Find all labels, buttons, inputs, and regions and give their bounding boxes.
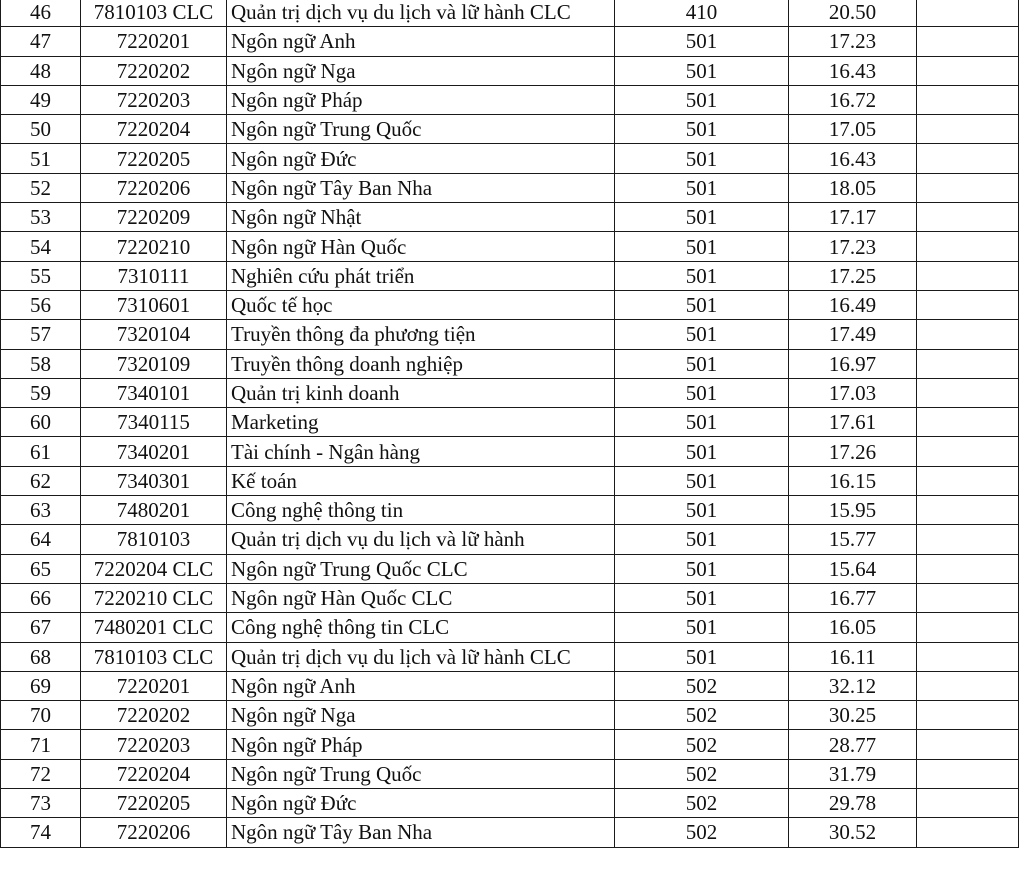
score-cell: 29.78 bbox=[789, 789, 917, 818]
major-name-cell: Quản trị dịch vụ du lịch và lữ hành bbox=[227, 525, 615, 554]
row-number-cell: 74 bbox=[1, 818, 81, 847]
major-code-cell: 7320109 bbox=[81, 349, 227, 378]
row-number-cell: 66 bbox=[1, 583, 81, 612]
score-cell: 16.43 bbox=[789, 144, 917, 173]
major-code-cell: 7220203 bbox=[81, 85, 227, 114]
major-name-cell: Ngôn ngữ Đức bbox=[227, 789, 615, 818]
note-cell bbox=[917, 642, 1019, 671]
table-row bbox=[1, 85, 1019, 114]
major-code-cell: 7220204 CLC bbox=[81, 554, 227, 583]
major-name-cell: Ngôn ngữ Anh bbox=[227, 671, 615, 700]
score-cell: 16.77 bbox=[789, 583, 917, 612]
row-number-cell: 49 bbox=[1, 85, 81, 114]
major-code-cell: 7220203 bbox=[81, 730, 227, 759]
score-cell: 16.72 bbox=[789, 85, 917, 114]
exam-block-cell: 501 bbox=[615, 261, 789, 290]
note-cell bbox=[917, 349, 1019, 378]
note-cell bbox=[917, 232, 1019, 261]
row-number-cell: 64 bbox=[1, 525, 81, 554]
exam-block-cell: 502 bbox=[615, 818, 789, 847]
major-code-cell: 7220210 CLC bbox=[81, 583, 227, 612]
score-cell: 15.95 bbox=[789, 496, 917, 525]
score-cell: 30.25 bbox=[789, 701, 917, 730]
table-row bbox=[1, 613, 1019, 642]
score-cell: 17.23 bbox=[789, 27, 917, 56]
exam-block-cell: 501 bbox=[615, 466, 789, 495]
major-name-cell: Ngôn ngữ Pháp bbox=[227, 730, 615, 759]
note-cell bbox=[917, 466, 1019, 495]
note-cell bbox=[917, 554, 1019, 583]
major-name-cell: Ngôn ngữ Nhật bbox=[227, 203, 615, 232]
major-name-cell: Ngôn ngữ Hàn Quốc CLC bbox=[227, 583, 615, 612]
score-cell: 17.25 bbox=[789, 261, 917, 290]
row-number-cell: 56 bbox=[1, 290, 81, 319]
note-cell bbox=[917, 290, 1019, 319]
score-cell: 17.49 bbox=[789, 320, 917, 349]
row-number-cell: 73 bbox=[1, 789, 81, 818]
note-cell bbox=[917, 320, 1019, 349]
major-name-cell: Ngôn ngữ Nga bbox=[227, 701, 615, 730]
row-number-cell: 71 bbox=[1, 730, 81, 759]
row-number-cell: 62 bbox=[1, 466, 81, 495]
exam-block-cell: 501 bbox=[615, 320, 789, 349]
score-cell: 16.05 bbox=[789, 613, 917, 642]
row-number-cell: 68 bbox=[1, 642, 81, 671]
major-code-cell: 7220206 bbox=[81, 818, 227, 847]
table-row bbox=[1, 115, 1019, 144]
row-number-cell: 58 bbox=[1, 349, 81, 378]
major-code-cell: 7340115 bbox=[81, 408, 227, 437]
exam-block-cell: 501 bbox=[615, 408, 789, 437]
major-code-cell: 7810103 CLC bbox=[81, 642, 227, 671]
major-name-cell: Truyền thông doanh nghiệp bbox=[227, 349, 615, 378]
score-cell: 17.17 bbox=[789, 203, 917, 232]
major-name-cell: Ngôn ngữ Nga bbox=[227, 56, 615, 85]
row-number-cell: 55 bbox=[1, 261, 81, 290]
major-code-cell: 7480201 CLC bbox=[81, 613, 227, 642]
score-cell: 18.05 bbox=[789, 173, 917, 202]
table-row bbox=[1, 378, 1019, 407]
major-code-cell: 7220202 bbox=[81, 701, 227, 730]
row-number-cell: 51 bbox=[1, 144, 81, 173]
major-name-cell: Ngôn ngữ Anh bbox=[227, 27, 615, 56]
major-code-cell: 7220204 bbox=[81, 759, 227, 788]
note-cell bbox=[917, 789, 1019, 818]
table-row bbox=[1, 701, 1019, 730]
score-cell: 16.43 bbox=[789, 56, 917, 85]
major-name-cell: Ngôn ngữ Đức bbox=[227, 144, 615, 173]
table-row bbox=[1, 642, 1019, 671]
score-cell: 28.77 bbox=[789, 730, 917, 759]
note-cell bbox=[917, 115, 1019, 144]
major-name-cell: Ngôn ngữ Trung Quốc bbox=[227, 115, 615, 144]
note-cell bbox=[917, 496, 1019, 525]
score-cell: 17.61 bbox=[789, 408, 917, 437]
exam-block-cell: 502 bbox=[615, 671, 789, 700]
exam-block-cell: 501 bbox=[615, 496, 789, 525]
score-cell: 16.11 bbox=[789, 642, 917, 671]
table-row bbox=[1, 789, 1019, 818]
major-code-cell: 7320104 bbox=[81, 320, 227, 349]
major-name-cell: Ngôn ngữ Trung Quốc bbox=[227, 759, 615, 788]
major-code-cell: 7220204 bbox=[81, 115, 227, 144]
major-name-cell: Ngôn ngữ Trung Quốc CLC bbox=[227, 554, 615, 583]
table-row bbox=[1, 759, 1019, 788]
major-code-cell: 7480201 bbox=[81, 496, 227, 525]
score-cell: 32.12 bbox=[789, 671, 917, 700]
note-cell bbox=[917, 701, 1019, 730]
exam-block-cell: 501 bbox=[615, 27, 789, 56]
table-row bbox=[1, 232, 1019, 261]
note-cell bbox=[917, 144, 1019, 173]
major-name-cell: Truyền thông đa phương tiện bbox=[227, 320, 615, 349]
table-row bbox=[1, 203, 1019, 232]
table-row bbox=[1, 525, 1019, 554]
score-cell: 17.23 bbox=[789, 232, 917, 261]
row-number-cell: 50 bbox=[1, 115, 81, 144]
exam-block-cell: 502 bbox=[615, 701, 789, 730]
major-name-cell: Ngôn ngữ Pháp bbox=[227, 85, 615, 114]
note-cell bbox=[917, 759, 1019, 788]
table-body bbox=[1, 0, 1019, 847]
exam-block-cell: 501 bbox=[615, 583, 789, 612]
exam-block-cell: 501 bbox=[615, 642, 789, 671]
major-code-cell: 7310111 bbox=[81, 261, 227, 290]
major-code-cell: 7220210 bbox=[81, 232, 227, 261]
exam-block-cell: 501 bbox=[615, 144, 789, 173]
table-row bbox=[1, 173, 1019, 202]
table-row bbox=[1, 56, 1019, 85]
note-cell bbox=[917, 173, 1019, 202]
row-number-cell: 63 bbox=[1, 496, 81, 525]
exam-block-cell: 501 bbox=[615, 378, 789, 407]
major-code-cell: 7220205 bbox=[81, 789, 227, 818]
exam-block-cell: 501 bbox=[615, 203, 789, 232]
major-name-cell: Quản trị dịch vụ du lịch và lữ hành CLC bbox=[227, 0, 615, 27]
score-cell: 31.79 bbox=[789, 759, 917, 788]
row-number-cell: 59 bbox=[1, 378, 81, 407]
major-name-cell: Ngôn ngữ Tây Ban Nha bbox=[227, 173, 615, 202]
major-code-cell: 7810103 CLC bbox=[81, 0, 227, 27]
table-row bbox=[1, 144, 1019, 173]
major-code-cell: 7810103 bbox=[81, 525, 227, 554]
note-cell bbox=[917, 613, 1019, 642]
note-cell bbox=[917, 437, 1019, 466]
major-name-cell: Công nghệ thông tin CLC bbox=[227, 613, 615, 642]
exam-block-cell: 502 bbox=[615, 730, 789, 759]
note-cell bbox=[917, 85, 1019, 114]
note-cell bbox=[917, 671, 1019, 700]
exam-block-cell: 501 bbox=[615, 613, 789, 642]
table-row bbox=[1, 437, 1019, 466]
major-name-cell: Ngôn ngữ Tây Ban Nha bbox=[227, 818, 615, 847]
score-cell: 16.15 bbox=[789, 466, 917, 495]
score-cell: 15.77 bbox=[789, 525, 917, 554]
table-row bbox=[1, 554, 1019, 583]
note-cell bbox=[917, 261, 1019, 290]
table-row bbox=[1, 496, 1019, 525]
note-cell bbox=[917, 730, 1019, 759]
major-code-cell: 7340201 bbox=[81, 437, 227, 466]
note-cell bbox=[917, 408, 1019, 437]
table-row bbox=[1, 466, 1019, 495]
exam-block-cell: 501 bbox=[615, 85, 789, 114]
table-row bbox=[1, 27, 1019, 56]
note-cell bbox=[917, 203, 1019, 232]
major-name-cell: Quản trị dịch vụ du lịch và lữ hành CLC bbox=[227, 642, 615, 671]
major-name-cell: Công nghệ thông tin bbox=[227, 496, 615, 525]
note-cell bbox=[917, 0, 1019, 27]
major-code-cell: 7340301 bbox=[81, 466, 227, 495]
row-number-cell: 46 bbox=[1, 0, 81, 27]
note-cell bbox=[917, 56, 1019, 85]
major-name-cell: Tài chính - Ngân hàng bbox=[227, 437, 615, 466]
table-row bbox=[1, 730, 1019, 759]
table-row bbox=[1, 408, 1019, 437]
table-row bbox=[1, 583, 1019, 612]
table-row bbox=[1, 290, 1019, 319]
row-number-cell: 57 bbox=[1, 320, 81, 349]
row-number-cell: 70 bbox=[1, 701, 81, 730]
row-number-cell: 61 bbox=[1, 437, 81, 466]
major-name-cell: Nghiên cứu phát triển bbox=[227, 261, 615, 290]
major-code-cell: 7220202 bbox=[81, 56, 227, 85]
major-code-cell: 7220206 bbox=[81, 173, 227, 202]
table-row bbox=[1, 0, 1019, 27]
major-code-cell: 7310601 bbox=[81, 290, 227, 319]
exam-block-cell: 501 bbox=[615, 173, 789, 202]
exam-block-cell: 410 bbox=[615, 0, 789, 27]
exam-block-cell: 501 bbox=[615, 115, 789, 144]
major-name-cell: Ngôn ngữ Hàn Quốc bbox=[227, 232, 615, 261]
major-name-cell: Marketing bbox=[227, 408, 615, 437]
exam-block-cell: 501 bbox=[615, 232, 789, 261]
note-cell bbox=[917, 818, 1019, 847]
exam-block-cell: 501 bbox=[615, 56, 789, 85]
table-row bbox=[1, 671, 1019, 700]
major-code-cell: 7220201 bbox=[81, 671, 227, 700]
major-code-cell: 7220201 bbox=[81, 27, 227, 56]
exam-block-cell: 501 bbox=[615, 525, 789, 554]
exam-block-cell: 501 bbox=[615, 290, 789, 319]
table-row bbox=[1, 261, 1019, 290]
note-cell bbox=[917, 525, 1019, 554]
major-code-cell: 7340101 bbox=[81, 378, 227, 407]
exam-block-cell: 501 bbox=[615, 554, 789, 583]
row-number-cell: 65 bbox=[1, 554, 81, 583]
row-number-cell: 53 bbox=[1, 203, 81, 232]
exam-block-cell: 502 bbox=[615, 759, 789, 788]
score-cell: 16.49 bbox=[789, 290, 917, 319]
major-name-cell: Quốc tế học bbox=[227, 290, 615, 319]
row-number-cell: 54 bbox=[1, 232, 81, 261]
row-number-cell: 67 bbox=[1, 613, 81, 642]
table-row bbox=[1, 818, 1019, 847]
score-cell: 16.97 bbox=[789, 349, 917, 378]
table-row bbox=[1, 320, 1019, 349]
major-name-cell: Quản trị kinh doanh bbox=[227, 378, 615, 407]
note-cell bbox=[917, 27, 1019, 56]
exam-block-cell: 502 bbox=[615, 789, 789, 818]
major-code-cell: 7220209 bbox=[81, 203, 227, 232]
score-cell: 17.26 bbox=[789, 437, 917, 466]
score-cell: 17.03 bbox=[789, 378, 917, 407]
row-number-cell: 52 bbox=[1, 173, 81, 202]
score-cell: 17.05 bbox=[789, 115, 917, 144]
exam-block-cell: 501 bbox=[615, 349, 789, 378]
row-number-cell: 48 bbox=[1, 56, 81, 85]
score-cell: 15.64 bbox=[789, 554, 917, 583]
exam-block-cell: 501 bbox=[615, 437, 789, 466]
row-number-cell: 69 bbox=[1, 671, 81, 700]
note-cell bbox=[917, 583, 1019, 612]
major-code-cell: 7220205 bbox=[81, 144, 227, 173]
score-cell: 30.52 bbox=[789, 818, 917, 847]
row-number-cell: 47 bbox=[1, 27, 81, 56]
row-number-cell: 72 bbox=[1, 759, 81, 788]
row-number-cell: 60 bbox=[1, 408, 81, 437]
table-row bbox=[1, 349, 1019, 378]
major-name-cell: Kế toán bbox=[227, 466, 615, 495]
score-cell: 20.50 bbox=[789, 0, 917, 27]
note-cell bbox=[917, 378, 1019, 407]
